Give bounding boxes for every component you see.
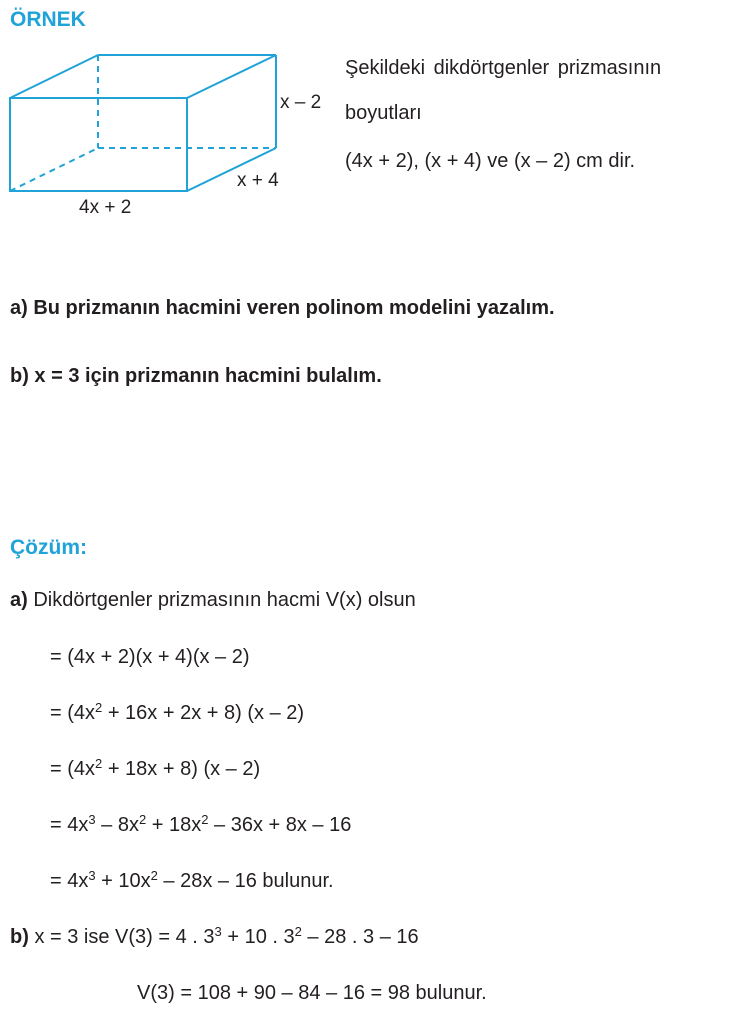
part-b-exponent: 2 xyxy=(294,924,302,939)
part-b-part: x = 3 ise V(3) = 4 . 3 xyxy=(28,926,215,948)
description-line-3: (4x + 2), (x + 4) ve (x – 2) cm dir. xyxy=(345,150,636,172)
step2-part: = (4x xyxy=(50,702,96,724)
part-b-label: b) xyxy=(10,926,29,948)
depth-label: x + 4 xyxy=(237,170,279,191)
solution-part-a xyxy=(10,589,416,612)
description-line-2: boyutları xyxy=(345,102,422,124)
step5-part: – 28x – 16 bulunur. xyxy=(157,870,334,892)
description-line-1: Şekildeki dikdörtgenler prizmasının xyxy=(345,57,662,79)
prism-hidden-depth-edge xyxy=(10,148,98,191)
height-label: x – 2 xyxy=(280,92,322,113)
step5-part: + 10x xyxy=(95,870,151,892)
step4-part: – 8x xyxy=(95,814,139,836)
prism-top-right-edge xyxy=(187,55,276,98)
solution-step-3 xyxy=(50,758,260,781)
width-label: 4x + 2 xyxy=(79,197,132,218)
step3-part: + 18x + 8) (x – 2) xyxy=(102,758,261,780)
solution-step-4 xyxy=(50,814,351,837)
example-heading: ÖRNEK xyxy=(10,8,86,31)
step4-exponent: 2 xyxy=(201,812,209,827)
solution-step-5 xyxy=(50,870,334,893)
question-b: b) x = 3 için prizmanın hacmini bulalım. xyxy=(10,365,382,387)
step5-exponent: 3 xyxy=(88,868,96,883)
step2-exponent: 2 xyxy=(95,700,103,715)
part-b-part: – 28 . 3 – 16 xyxy=(301,926,419,948)
step2-part: + 16x + 2x + 8) (x – 2) xyxy=(102,702,305,724)
step4-part: + 18x xyxy=(146,814,202,836)
step4-part: = 4x xyxy=(50,814,89,836)
step4-exponent: 3 xyxy=(88,812,96,827)
solution-heading: Çözüm: xyxy=(10,536,87,559)
question-a: a) Bu prizmanın hacmini veren polinom modelini yazalım. xyxy=(10,297,555,319)
step3-exponent: 2 xyxy=(95,756,103,771)
step4-part: – 36x + 8x – 16 xyxy=(208,814,352,836)
solution-final: V(3) = 108 + 90 – 84 – 16 = 98 bulunur. xyxy=(137,982,487,1004)
rectangular-prism-figure xyxy=(0,40,340,230)
solution-part-b xyxy=(10,926,419,949)
part-a-text: Dikdörtgenler prizmasının hacmi V(x) olsun xyxy=(27,589,416,611)
prism-top-left-edge xyxy=(10,55,98,98)
step5-exponent: 2 xyxy=(150,868,158,883)
part-a-label: a) xyxy=(10,589,28,611)
step4-exponent: 2 xyxy=(138,812,147,827)
step3-part: = (4x xyxy=(50,758,96,780)
solution-step-2 xyxy=(50,702,304,725)
part-b-exponent: 3 xyxy=(214,924,222,939)
step5-part: = 4x xyxy=(50,870,89,892)
solution-step-1: = (4x + 2)(x + 4)(x – 2) xyxy=(50,646,250,668)
part-b-part: + 10 . 3 xyxy=(221,926,295,948)
